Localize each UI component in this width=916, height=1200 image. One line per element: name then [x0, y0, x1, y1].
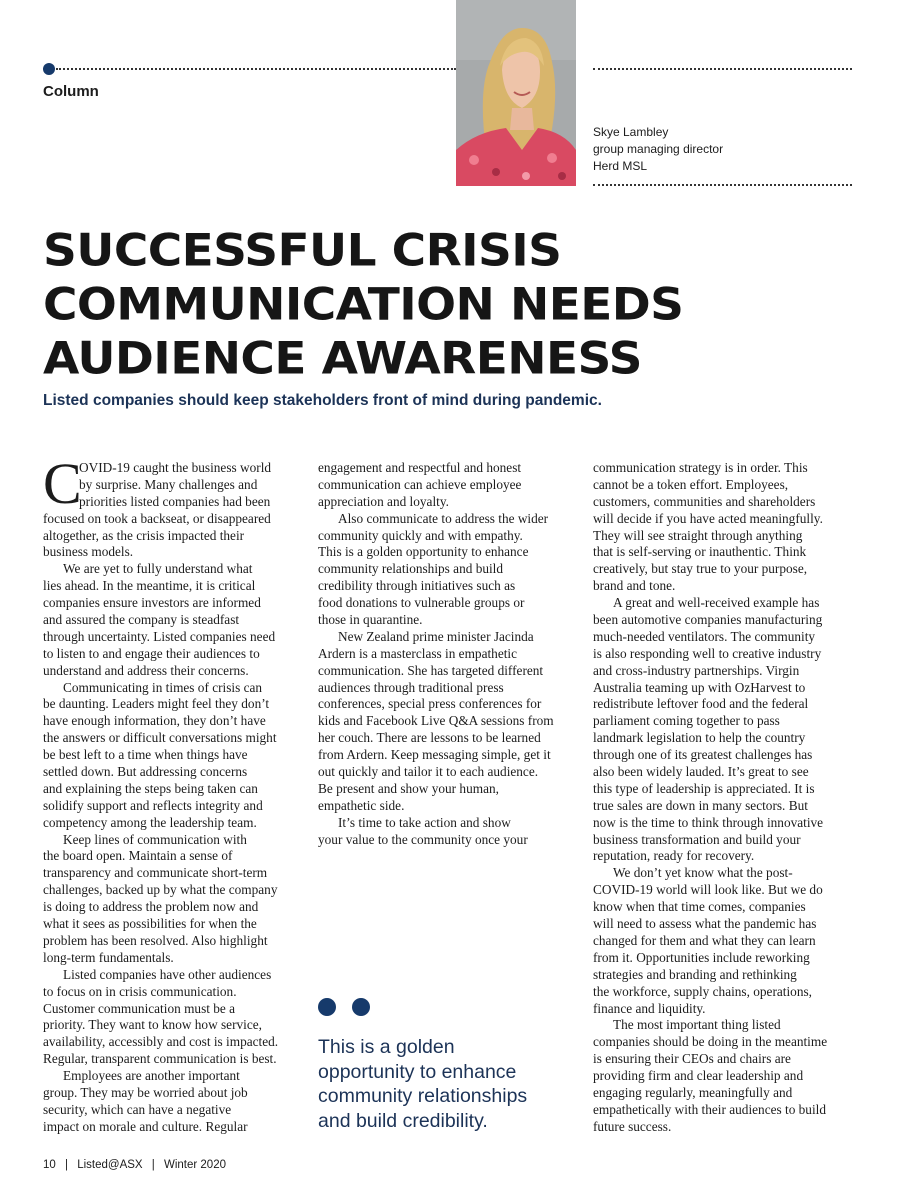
body-line: Also communicate to address the wider: [338, 510, 549, 526]
body-line: brand and tone.: [593, 578, 676, 594]
body-line: finance and liquidity.: [593, 1000, 706, 1016]
body-line: redistribute leftover food and the federal: [593, 696, 809, 712]
body-line: future success.: [593, 1118, 672, 1134]
header-rule-right: [593, 68, 852, 70]
pullquote-line: opportunity to enhance: [318, 1060, 517, 1083]
body-line: through uncertainty. Listed companies need: [43, 628, 276, 644]
standfirst: Listed companies should keep stakeholders front of mind during pandemic.: [43, 392, 602, 409]
body-line: your value to the community once your: [318, 831, 528, 847]
body-line: cannot be a token effort. Employees,: [593, 476, 789, 492]
body-line: competency among the leadership team.: [43, 814, 257, 830]
body-column-3: [593, 460, 855, 1136]
body-line: be best left to a time when things have: [43, 747, 248, 763]
body-line: what it sees as possibilities for when the: [43, 916, 257, 932]
page-number: 10: [43, 1159, 56, 1171]
body-line: community relationships and build: [318, 561, 504, 577]
body-line: solidify support and reflects integrity and: [43, 797, 263, 813]
body-line: New Zealand prime minister Jacinda: [338, 628, 534, 644]
body-line: appreciation and loyalty.: [318, 493, 449, 509]
body-line: reputation, ready for recovery.: [593, 848, 755, 864]
body-line: understand and address their concerns.: [43, 662, 249, 678]
body-line: will need to assess what the pandemic has: [593, 916, 817, 932]
body-line: her couch. There are lessons to be learned: [318, 730, 541, 746]
body-line: parliament coming together to pass: [593, 713, 780, 729]
body-line: Communicating in times of crisis can: [63, 679, 263, 695]
body-line: companies ensure investors are informed: [43, 595, 261, 611]
pullquote-dot: [318, 998, 336, 1016]
body-line: audiences through traditional press: [318, 679, 504, 695]
body-line: empathetic side.: [318, 797, 405, 813]
headline: [43, 226, 683, 388]
section-label: Column: [43, 83, 99, 100]
issue-name: Winter 2020: [163, 1159, 226, 1171]
body-line: communication. She has targeted different: [318, 662, 544, 678]
body-line: by surprise. Many challenges and: [79, 476, 258, 492]
headline-line: SUCCESSFUL CRISIS: [43, 225, 562, 277]
author-portrait-image: [456, 0, 576, 186]
body-line: empathetically with their audiences to build: [593, 1101, 826, 1117]
body-line: Employees are another important: [63, 1068, 240, 1084]
body-line: food donations to vulnerable groups or: [318, 595, 525, 611]
pullquote-line: and build credibility.: [318, 1109, 488, 1132]
body-line: conferences, special press conferences for: [318, 696, 542, 712]
body-line: is doing to address the problem now and: [43, 899, 259, 915]
pullquote-line: This is a golden: [318, 1036, 455, 1058]
body-line: the workforce, supply chains, operations,: [593, 983, 812, 999]
body-line: be daunting. Leaders might feel they don’t: [43, 696, 270, 712]
body-line: the board open. Maintain a sense of: [43, 848, 233, 864]
section-dot: [43, 63, 55, 75]
body-line: also been widely lauded. It’s great to see: [593, 764, 809, 780]
body-line: to listen to and engage their audiences to: [43, 645, 260, 661]
body-line: Australia teaming up with OzHarvest to: [593, 679, 806, 695]
body-line: will decide if you have acted meaningfully.: [593, 510, 823, 526]
body-line: through one of its greatest challenges has: [593, 747, 813, 763]
body-line: communication can achieve employee: [318, 476, 522, 492]
body-line: those in quarantine.: [318, 612, 423, 628]
body-line: business transformation and build your: [593, 831, 801, 847]
body-line: that is self-serving or inauthentic. Think: [593, 544, 807, 560]
headline-line: AUDIENCE AWARENESS: [43, 333, 642, 385]
body-line: The most important thing listed: [613, 1017, 781, 1033]
publication-name: Listed@ASX: [77, 1159, 143, 1171]
body-line: changed for them and what they can learn: [593, 932, 816, 948]
body-line: priority. They want to know how service,: [43, 1017, 262, 1033]
body-line: know when that time comes, companies: [593, 899, 806, 915]
headline-line: COMMUNICATION NEEDS: [43, 279, 684, 331]
drop-cap-block: [43, 451, 305, 516]
header-rule-left: [56, 68, 456, 70]
body-line: long-term fundamentals.: [43, 949, 174, 965]
body-line: availability, accessibly and cost is impacted.: [43, 1034, 279, 1050]
body-line: settled down. But addressing concerns: [43, 764, 248, 780]
pullquote-dot: [352, 998, 370, 1016]
body-line: and assured the company is steadfast: [43, 612, 240, 628]
body-line: is ensuring their CEOs and chairs are: [593, 1051, 791, 1067]
body-line: altogether, as the crisis impacted their: [43, 527, 245, 543]
body-line: and cross-industry partnerships. Virgin: [593, 662, 800, 678]
body-line: much-needed ventilators. The community: [593, 628, 816, 644]
body-line: from it. Opportunities include reworking: [593, 949, 810, 965]
body-line: lies ahead. In the meantime, it is critical: [43, 578, 256, 594]
body-line: now is the time to think through innovative: [593, 814, 824, 830]
body-line: from Ardern. Keep messaging simple, get it: [318, 747, 551, 763]
body-line: out quickly and tailor it to each audience.: [318, 764, 539, 780]
pullquote-line: community relationships: [318, 1085, 528, 1107]
body-line: They will see straight through anything: [593, 527, 803, 543]
body-line: We are yet to fully understand what: [63, 561, 253, 577]
pullquote: [318, 1035, 527, 1133]
body-line: business models.: [43, 544, 134, 560]
body-line: A great and well-received example has: [613, 595, 820, 611]
body-line: providing firm and clear leadership and: [593, 1068, 804, 1084]
author-name: Skye Lambley: [593, 125, 669, 139]
author-role: group managing director: [593, 142, 724, 156]
page-footer: [43, 1159, 226, 1171]
body-line: strategies and branding and rethinking: [593, 966, 797, 982]
body-line: been automotive companies manufacturing: [593, 612, 823, 628]
body-line: and explaining the steps being taken can: [43, 780, 258, 796]
body-line: Be present and show your human,: [318, 780, 499, 796]
body-line: engagement and respectful and honest: [318, 460, 522, 475]
author-byline: [593, 124, 723, 175]
body-line: transparency and communicate short-term: [43, 865, 268, 881]
body-line: Keep lines of communication with: [63, 831, 247, 847]
body-line: priorities listed companies had been: [79, 493, 271, 509]
byline-rule: [593, 184, 852, 186]
body-line: communication strategy is in order. This: [593, 460, 808, 475]
body-line: challenges, backed up by what the company: [43, 882, 278, 898]
body-line: security, which can have a negative: [43, 1101, 232, 1117]
body-line: credibility through initiatives such as: [318, 578, 516, 594]
body-line: Customer communication must be a: [43, 1000, 236, 1016]
body-line: group. They may be worried about job: [43, 1084, 248, 1100]
body-line: is also responding well to creative industry: [593, 645, 822, 661]
body-line: This is a golden opportunity to enhance: [318, 544, 529, 560]
body-line: problem has been resolved. Also highlight: [43, 932, 268, 948]
body-line: engaging regularly, meaningfully and: [593, 1084, 793, 1100]
body-line: COVID-19 world will look like. But we do: [593, 882, 823, 898]
body-line: true sales are down in many sectors. But: [593, 797, 808, 813]
body-line: It’s time to take action and show: [338, 814, 511, 830]
body-line: to focus on in crisis communication.: [43, 983, 237, 999]
body-column-2: [318, 460, 580, 848]
body-line: customers, communities and shareholders: [593, 493, 816, 509]
footer-separator: |: [151, 1159, 155, 1171]
body-line: OVID-19 caught the business world: [79, 460, 272, 475]
body-line: Ardern is a masterclass in empathetic: [318, 645, 518, 661]
body-line: kids and Facebook Live Q&A sessions from: [318, 713, 554, 729]
body-line: landmark legislation to help the country: [593, 730, 806, 746]
body-column-1: [43, 451, 305, 1136]
author-company: Herd MSL: [593, 159, 648, 173]
author-photo: [456, 0, 576, 186]
drop-cap: C: [43, 451, 82, 516]
body-line: We don’t yet know what the post-: [613, 865, 793, 881]
body-line: the answers or difficult conversations might: [43, 730, 277, 746]
body-line: have enough information, they don’t have: [43, 713, 266, 729]
footer-separator: |: [65, 1159, 68, 1171]
body-line: creatively, but stay true to your purpose,: [593, 561, 808, 577]
body-line: Listed companies have other audiences: [63, 966, 272, 982]
body-line: companies should be doing in the meantime: [593, 1034, 828, 1050]
body-line: focused on took a backseat, or disappeared: [43, 510, 271, 526]
body-line: this type of leadership is appreciated. It is: [593, 780, 815, 796]
body-line: impact on morale and culture. Regular: [43, 1118, 248, 1134]
body-line: Regular, transparent communication is best.: [43, 1051, 277, 1067]
body-line: community quickly and with empathy.: [318, 527, 523, 543]
